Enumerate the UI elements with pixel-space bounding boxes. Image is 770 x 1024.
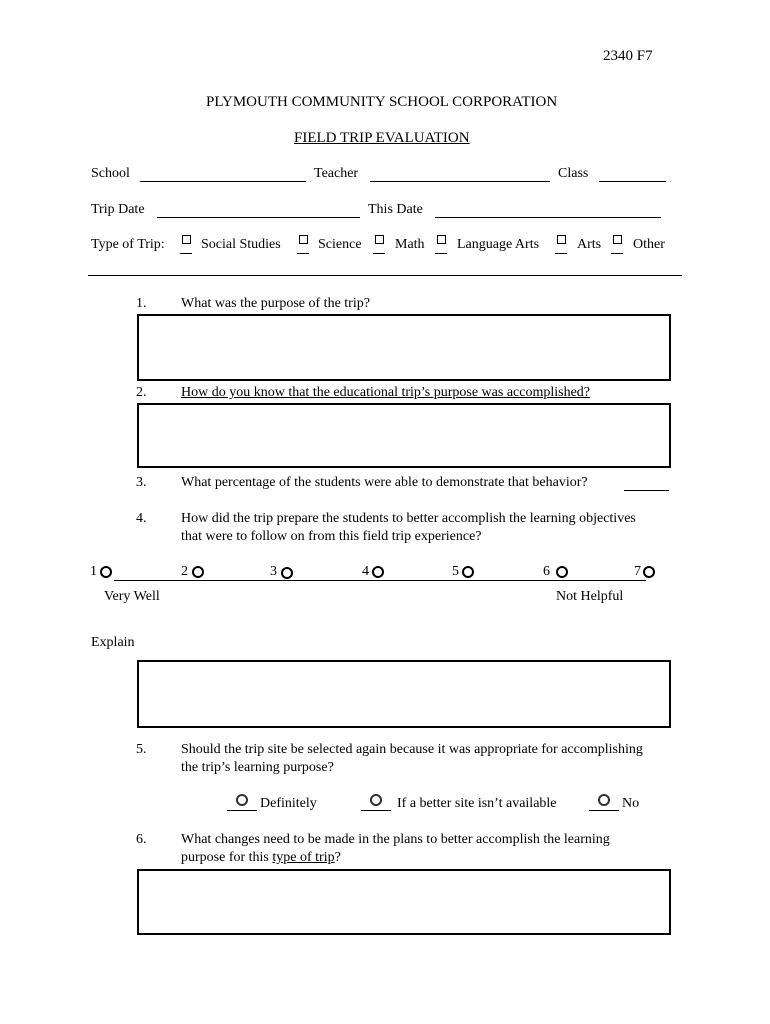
checkbox-underline	[611, 253, 623, 254]
trip-date-field[interactable]	[157, 217, 360, 218]
checkbox-underline	[373, 253, 385, 254]
class-field[interactable]	[599, 181, 666, 182]
trip-type-language-arts: Language Arts	[457, 237, 540, 252]
q1-answer-box[interactable]	[137, 314, 671, 381]
q4-text-line1: How did the trip prepare the students to better accomplish the learning objectives	[181, 511, 636, 526]
teacher-label: Teacher	[314, 166, 359, 181]
trip-type-arts: Arts	[577, 237, 602, 252]
scale-radio-4[interactable]	[372, 566, 384, 578]
q1-text: What was the purpose of the trip?	[181, 296, 370, 311]
q5-option-no: No	[622, 796, 640, 811]
scale-number-4: 4	[362, 564, 369, 579]
scale-radio-6[interactable]	[556, 566, 568, 578]
q5-text-line2: the trip’s learning purpose?	[181, 760, 334, 775]
q6-text-line2	[181, 850, 341, 866]
q2-text: How do you know that the educational trip’s purpose was accomplished?	[181, 385, 591, 400]
scale-number-6: 6	[543, 564, 550, 579]
q5-radio-if-better-site[interactable]	[370, 794, 382, 806]
school-label: School	[91, 166, 130, 181]
checkbox-other[interactable]	[613, 235, 622, 244]
q5-radio-definitely[interactable]	[236, 794, 248, 806]
q6-text-type-of-trip: type of trip	[272, 850, 335, 865]
checkbox-arts[interactable]	[557, 235, 566, 244]
q5-radio-underline	[361, 810, 391, 811]
q6-text-suffix: ?	[334, 850, 341, 865]
q1-number: 1.	[136, 296, 147, 311]
trip-date-label: Trip Date	[91, 202, 145, 217]
teacher-field[interactable]	[370, 181, 550, 182]
q2-number: 2.	[136, 385, 147, 400]
scale-radio-1[interactable]	[100, 566, 112, 578]
scale-radio-5[interactable]	[462, 566, 474, 578]
checkbox-science[interactable]	[299, 235, 308, 244]
school-field[interactable]	[140, 181, 306, 182]
trip-type-math: Math	[395, 237, 425, 252]
scale-line	[114, 580, 646, 581]
q3-answer-field[interactable]	[624, 490, 669, 491]
q6-text-line1: What changes need to be made in the plans to better accomplish the learning	[181, 832, 610, 847]
scale-number-7: 7	[634, 564, 641, 579]
q5-radio-underline	[589, 810, 619, 811]
org-title: PLYMOUTH COMMUNITY SCHOOL CORPORATION	[206, 94, 558, 110]
class-label: Class	[558, 166, 589, 181]
section-divider	[88, 275, 682, 276]
scale-high-label: Not Helpful	[556, 589, 624, 604]
checkbox-math[interactable]	[375, 235, 384, 244]
q6-answer-box[interactable]	[137, 869, 671, 935]
checkbox-underline	[180, 253, 192, 254]
explain-answer-box[interactable]	[137, 660, 671, 728]
q5-option-definitely: Definitely	[260, 796, 317, 811]
q4-number: 4.	[136, 511, 147, 526]
q5-option-if-better-site: If a better site isn’t available	[397, 796, 557, 811]
checkbox-underline	[297, 253, 309, 254]
q6-text-prefix: purpose for this	[181, 850, 273, 865]
q3-number: 3.	[136, 475, 147, 490]
form-title: FIELD TRIP EVALUATION	[294, 130, 470, 146]
q2-answer-box[interactable]	[137, 403, 671, 468]
checkbox-underline	[435, 253, 447, 254]
this-date-field[interactable]	[435, 217, 661, 218]
scale-number-2: 2	[181, 564, 188, 579]
trip-type-science: Science	[318, 237, 362, 252]
checkbox-underline	[555, 253, 567, 254]
explain-label: Explain	[91, 635, 135, 650]
q5-radio-underline	[227, 810, 257, 811]
scale-radio-2[interactable]	[192, 566, 204, 578]
scale-number-3: 3	[270, 564, 277, 579]
scale-number-1: 1	[90, 564, 97, 579]
q4-text-line2: that were to follow on from this field trip experience?	[181, 529, 482, 544]
q3-text: What percentage of the students were able to demonstrate that behavior?	[181, 475, 588, 490]
checkbox-social-studies[interactable]	[182, 235, 191, 244]
trip-type-other: Other	[633, 237, 665, 252]
checkbox-language-arts[interactable]	[437, 235, 446, 244]
q5-radio-no[interactable]	[598, 794, 610, 806]
scale-low-label: Very Well	[104, 589, 160, 604]
scale-radio-7[interactable]	[643, 566, 655, 578]
q6-number: 6.	[136, 832, 147, 847]
q5-number: 5.	[136, 742, 147, 757]
q5-text-line1: Should the trip site be selected again because it was appropriate for accomplishing	[181, 742, 643, 757]
scale-radio-3[interactable]	[281, 567, 293, 579]
form-code: 2340 F7	[603, 48, 653, 64]
scale-number-5: 5	[452, 564, 459, 579]
this-date-label: This Date	[368, 202, 423, 217]
type-of-trip-label: Type of Trip:	[91, 237, 165, 252]
trip-type-social-studies: Social Studies	[201, 237, 281, 252]
